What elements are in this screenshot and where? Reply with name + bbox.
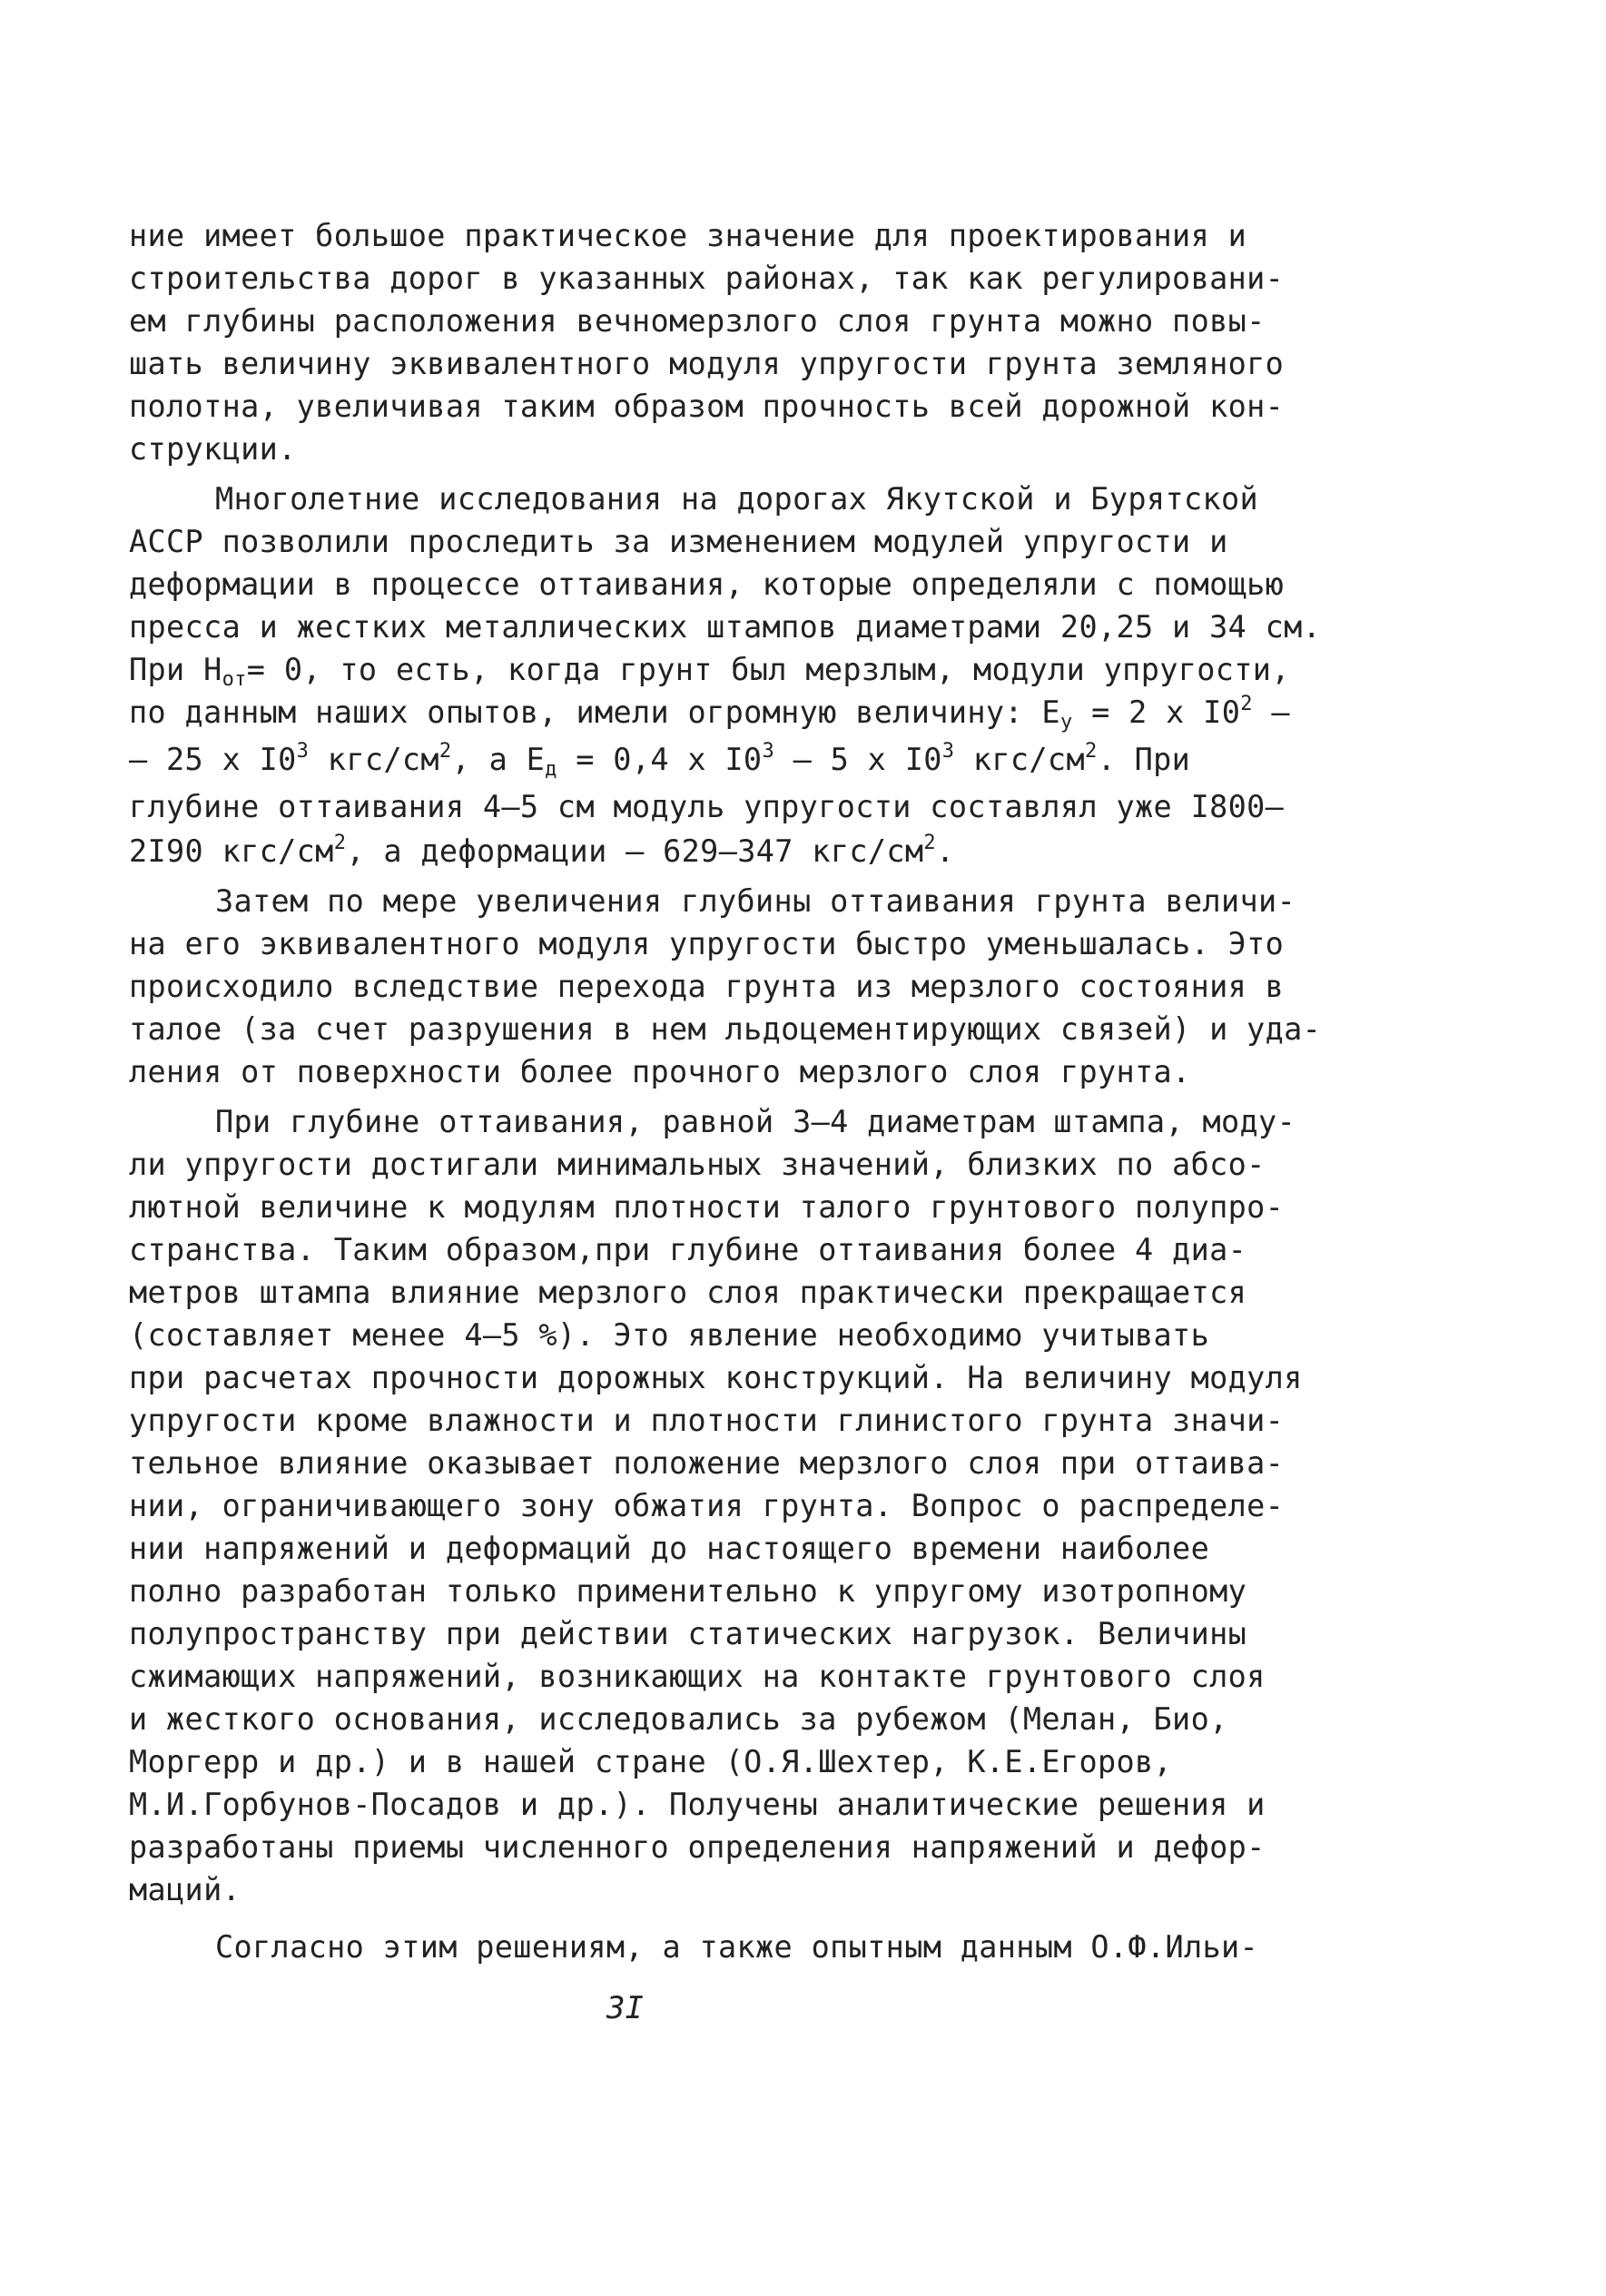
text-line: струкции. [129,431,297,467]
text-line: тельное влияние оказывает положение мерзлого слоя при оттаива- [129,1445,1285,1481]
text-line: 2I90 кгс/$см^2$, а деформации – 629–347 кгс/$см^2$. [129,832,955,869]
text-line: по данным наших опытов, имели огромную величину: $E_у = 2$ x $I0^2$ – [129,693,1290,734]
text-line: ления от поверхности более прочного мерзлого слоя грунта. [129,1054,1191,1089]
text-line: деформации в процессе оттаивания, которые определяли с помощью [129,567,1285,602]
text-line: сжимающих напряжений, возникающих на контакте грунтового слоя [129,1659,1266,1694]
text-line: при расчетах прочности дорожных конструкций. На величину модуля [129,1360,1303,1395]
text-line: Многолетние исследования на дорогах Якутской и Бурятской [215,481,1259,517]
text-line: ние имеет большое практическое значение для проектирования и [129,218,1247,253]
text-line: АССР позволили проследить за изменением модулей упругости и [129,524,1228,559]
text-line: – 25 x $I0^3$ кгс/$см^2$, а $E_д = 0,4$ x $I0^3 - 5$ x $I0^3$ кгс/$см^2$. При [129,740,1191,781]
text-line: Согласно этим решениям, а также опытным данным О.Ф.Ильи- [215,1929,1259,1965]
text-line: маций. [129,1872,241,1907]
text-line: талое (за счет разрушения в нем льдоцементирующих связей) и уда- [129,1011,1322,1047]
text-line: нии напряжений и деформаций до настоящего времени наиболее [129,1531,1210,1566]
text-line: При $H_{от}= 0$, то есть, когда грунт был мерзлым, модули упругости, [129,652,1290,691]
text-line: шать величину эквивалентного модуля упругости грунта земляного [129,346,1285,381]
text-line: При глубине оттаивания, равной 3–4 диаметрам штампа, моду- [215,1104,1296,1139]
text-line: полупространству при действии статических нагрузок. Величины [129,1616,1247,1651]
page-number: 3I [606,1990,644,2026]
text-line: пресса и жестких металлических штампов диаметрами 20,25 и 34 см. [129,609,1322,645]
text-line: происходило вследствие перехода грунта из мерзлого состояния в [129,969,1285,1004]
text-line: нии, ограничивающего зону обжатия грунта. Вопрос о распределе- [129,1488,1285,1523]
text-line: полно разработан только применительно к упругому изотропному [129,1573,1247,1609]
text-line: ем глубины расположения вечномерзлого слоя грунта можно повы- [129,303,1266,339]
text-line: разработаны приемы численного определения напряжений и дефор- [129,1829,1266,1865]
text-line: глубине оттаивания 4–5 см модуль упругости составлял уже I800– [129,789,1285,824]
text-line: ли упругости достигали минимальных значений, близких по абсо- [129,1147,1266,1182]
text-line: (составляет менее 4–5 %). Это явление необходимо учитывать [129,1317,1210,1353]
text-line: упругости кроме влажности и плотности глинистого грунта значи- [129,1403,1285,1438]
text-line: метров штампа влияние мерзлого слоя практически прекращается [129,1275,1247,1310]
text-line: Моргерр и др.) и в нашей стране (О.Я.Шехтер, К.Е.Егоров, [129,1744,1173,1779]
text-line: строительства дорог в указанных районах, так как регулировани- [129,261,1285,296]
text-line: полотна, увеличивая таким образом прочность всей дорожной кон- [129,389,1285,424]
text-line: лютной величине к модулям плотности талого грунтового полупро- [129,1189,1285,1225]
text-line: и жесткого основания, исследовались за рубежом (Мелан, Био, [129,1701,1228,1737]
text-line: Затем по мере увеличения глубины оттаивания грунта величи- [215,883,1296,919]
text-line: на его эквивалентного модуля упругости быстро уменьшалась. Это [129,926,1285,961]
text-line: М.И.Горбунов-Посадов и др.). Получены аналитические решения и [129,1787,1266,1822]
text-line: странства. Таким образом,при глубине оттаивания более 4 диа- [129,1232,1247,1267]
